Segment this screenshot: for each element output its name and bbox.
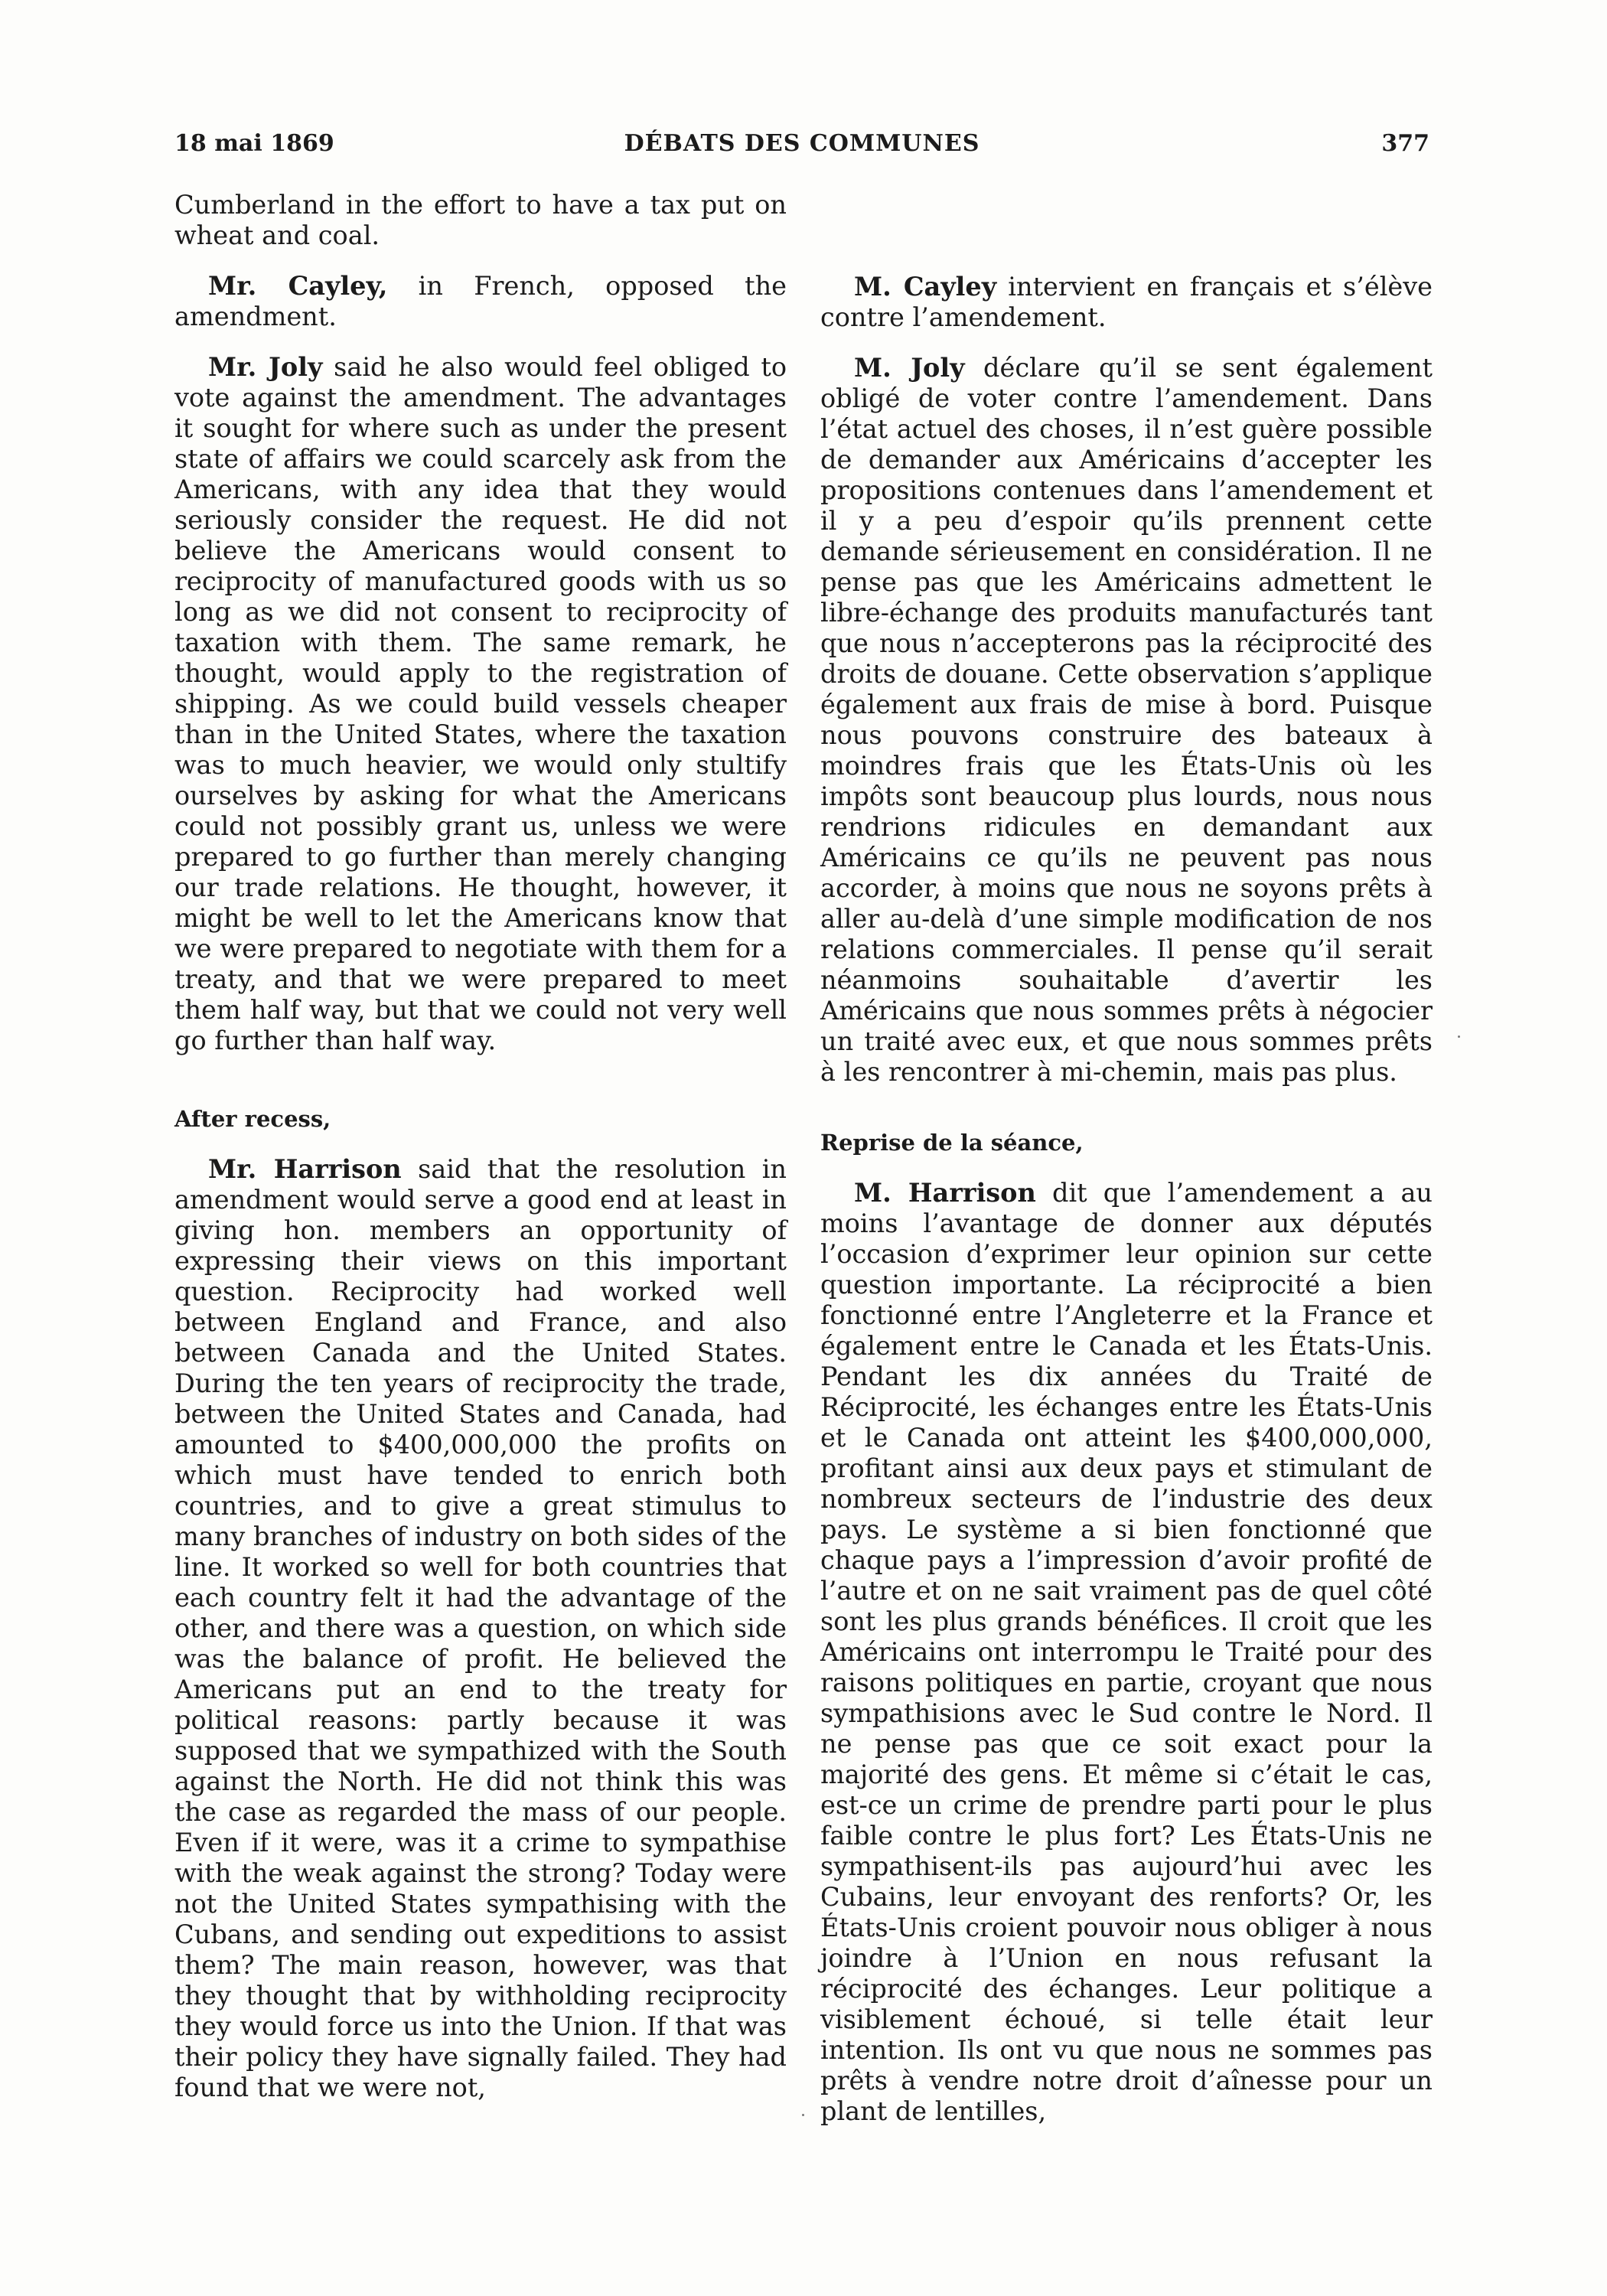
english-paragraph-joly xyxy=(174,352,787,1056)
header-title: DÉBATS DES COMMUNES xyxy=(624,130,980,157)
speaker-name: Mr. Cayley, xyxy=(208,271,388,301)
french-paragraph-harrison xyxy=(820,1178,1433,2127)
speech-text: in French, opposed the amendment. xyxy=(174,271,787,331)
speaker-name: Mr. Joly xyxy=(208,352,323,382)
french-paragraph-cayley xyxy=(820,272,1433,333)
scan-speck xyxy=(1458,1035,1460,1038)
french-recess-heading: Reprise de la séance, xyxy=(820,1130,1084,1156)
page-header xyxy=(174,130,1429,168)
speech-text: dit que l’amendement a au moins l’avantage de donner aux députés l’occasion d’exprimer leur opinion sur cette question importante. La réciprocité a bien fonctionné entre l’Angleterre et la France et également entre le Canada et les États-Unis. Pendant les dix années du Traité de Réciprocité, les échanges entre les États-Unis et le Canada ont atteint les $400,000,000, profitant ainsi aux deux pays et stimulant de nombreux secteurs de l’industrie des deux pays. Le système a si bien fonctionné que chaque pays a l’impression d’avoir profité de l’autre et on ne sait vraiment pas de quel côté sont les plus grands bénéfices. Il croit que les Américains ont interrompu le Traité pour des raisons politiques en partie, croyant que nous sympathisions avec le Sud contre le Nord. Il ne pense pas que ce soit exact pour la majorité des gens. Et même si c’était le cas, est-ce un crime de prendre parti pour le plus faible contre le plus fort? Les États-Unis ne sympathisent-ils pas aujourd’hui avec les Cubains, leur envoyant des renforts? Or, les États-Unis croient pouvoir nous obliger à nous joindre à l’Union en nous refusant la réciprocité des échanges. Leur politique a visiblement échoué, si telle était leur intention. Ils ont vu que nous ne sommes pas prêts à vendre notre droit d’aînesse pour un plant de lentilles, xyxy=(820,1178,1433,2126)
speaker-name: M. Joly xyxy=(854,353,965,383)
speech-text: déclare qu’il se sent également obligé de voter contre l’amendement. Dans l’état actuel des choses, il n’est guère possible de demander aux Américains d’accepter les propositions contenues dans l’amendement et il y a peu d’espoir qu’ils prennent cette demande sérieusement en considération. Il ne pense pas que les Américains admettent le libre-échange des produits manufacturés tant que nous n’accepterons pas la réciprocité des droits de douane. Cette observation s’applique également aux frais de mise à bord. Puisque nous pouvons construire des bateaux à moindres frais que les États-Unis où les impôts sont beaucoup plus lourds, nous nous rendrions ridicules en demandant aux Américains ce qu’ils ne peuvent pas nous accorder, à moins que nous ne soyons prêts à aller au-delà d’une simple modification de nos relations commerciales. Il pense qu’il serait néanmoins souhaitable d’avertir les Américains que nous sommes prêts à négocier un traité avec eux, et que nous sommes prêts à les rencontrer à mi-chemin, mais pas plus. xyxy=(820,353,1433,1087)
speech-text: said that the resolution in amendment would serve a good end at least in giving hon. members an opportunity of expressing their views on this important question. Reciprocity had worked well between England and France, and also between Canada and the United States. During the ten years of reciprocity the trade, between the United States and Canada, had amounted to $400,000,000 the profits on which must have tended to enrich both countries, and to give a great stimulus to many branches of industry on both sides of the line. It worked so well for both countries that each country felt it had the advantage of the other, and there was a question, on which side was the balance of profit. He believed the Americans put an end to the treaty for political reasons: partly because it was supposed that we sympathized with the South against the North. He did not think this was the case as regarded the mass of our people. Even if it were, was it a crime to sympathise with the weak against the strong? Today were not the United States sympathising with the Cubans, and sending out expeditions to assist them? The main reason, however, was that they thought that by withholding reciprocity they would force us into the Union. If that was their policy they have signally failed. They had found that we were not, xyxy=(174,1154,787,2102)
english-recess-heading: After recess, xyxy=(174,1106,331,1132)
english-paragraph-cayley xyxy=(174,271,787,332)
english-paragraph-harrison xyxy=(174,1154,787,2103)
speaker-name: M. Harrison xyxy=(854,1178,1036,1208)
french-paragraph-joly xyxy=(820,353,1433,1088)
english-column xyxy=(174,190,787,2103)
speech-text: said he also would feel obliged to vote against the amendment. The advantages it sought for where such as under the present state of affairs we could scarcely ask from the Americans, with any idea that they would seriously consider the request. He did not believe the Americans would consent to reciprocity of manufactured goods with us so long as we did not consent to reciprocity of taxation with them. The same remark, he thought, would apply to the registration of shipping. As we could build vessels cheaper than in the United States, where the taxation was to much heavier, we would only stultify ourselves by asking for what the Americans could not possibly grant us, unless we were prepared to go further than merely changing our trade relations. He thought, however, it might be well to let the Americans know that we were prepared to negotiate with them for a treaty, and that we were prepared to meet them half way, but that we could not very well go further than half way. xyxy=(174,352,787,1055)
header-date: 18 mai 1869 xyxy=(174,130,334,157)
french-column xyxy=(820,190,1433,2127)
speech-text: intervient en français et s’élève contre l’amendement. xyxy=(820,272,1433,332)
english-paragraph-continued: Cumberland in the effort to have a tax put on wheat and coal. xyxy=(174,190,787,250)
speaker-name: Mr. Harrison xyxy=(208,1154,402,1184)
speaker-name: M. Cayley xyxy=(854,272,997,302)
page-number: 377 xyxy=(1381,130,1429,157)
scan-speck xyxy=(802,2114,804,2116)
